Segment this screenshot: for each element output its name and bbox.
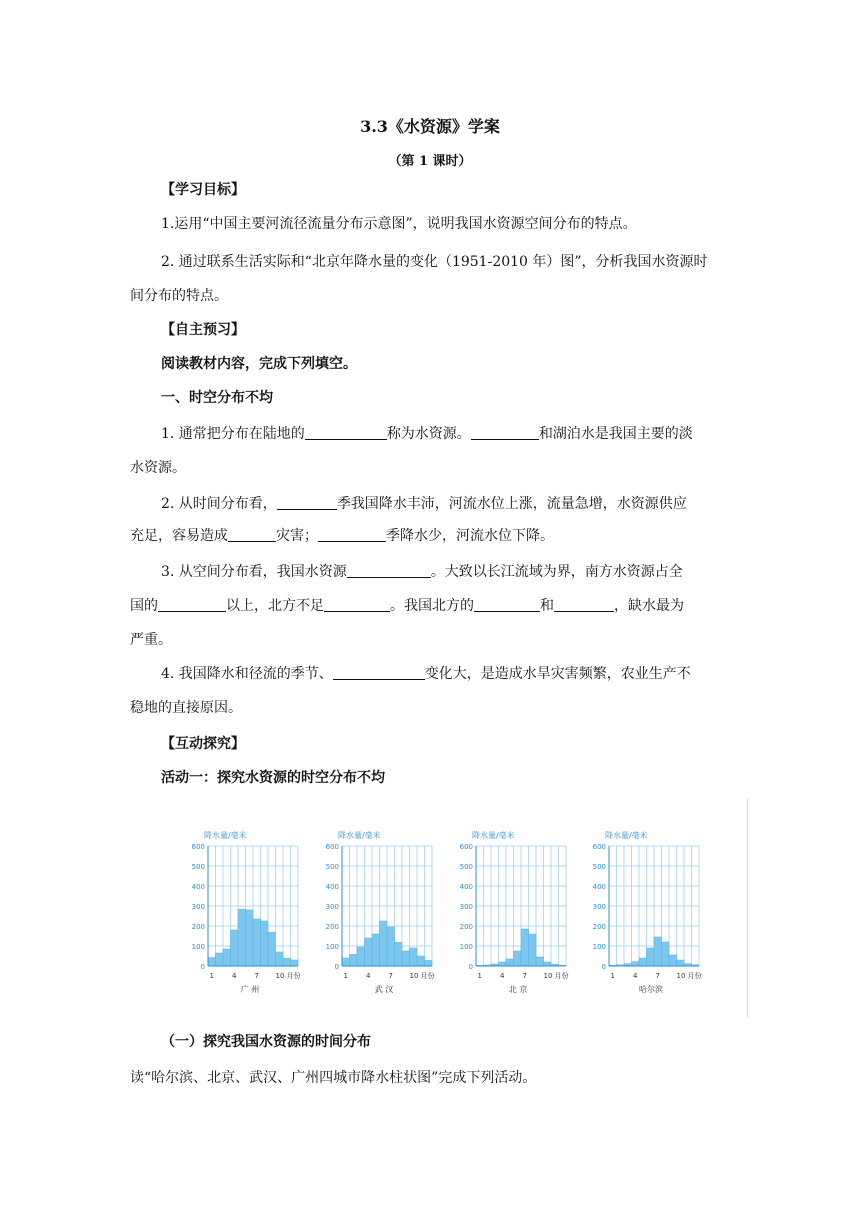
preview-instruction: 阅读教材内容，完成下列填空。 [161, 356, 357, 372]
y-tick-label: 500 [325, 863, 339, 871]
y-tick-label: 0 [200, 963, 205, 971]
q1-text-a: 1. 通常把分布在陆地的 [161, 426, 305, 442]
x-tick-label: 1 [610, 972, 615, 980]
bar-month-1 [342, 958, 350, 966]
x-tick-label: 1 [343, 972, 348, 980]
question-4-line-2: 稳地的直接原因。 [130, 700, 242, 716]
q2-text-e: 季降水少，河流水位下降。 [386, 528, 554, 544]
y-tick-label: 600 [459, 843, 473, 851]
question-2-line-2 [130, 526, 730, 546]
x-tick-label: 7 [388, 972, 393, 980]
x-tick-label: 10 月份 [543, 972, 569, 980]
q3-blank-1[interactable] [347, 563, 431, 578]
q4-text-a: 4. 我国降水和径流的季节、 [161, 666, 333, 682]
bar-month-6 [514, 951, 522, 966]
part-1-instruction: 读“哈尔滨、北京、武汉、广州四城市降水柱状图”完成下列活动。 [130, 1070, 537, 1086]
x-tick-label: 4 [633, 972, 638, 980]
bar-month-12 [425, 960, 433, 966]
bar-month-8 [261, 921, 269, 966]
q3-text-g: ，缺水最为 [614, 598, 684, 614]
y-axis-label: 降水量/毫米 [338, 831, 381, 840]
y-tick-label: 100 [191, 943, 205, 951]
bar-month-9 [402, 951, 410, 966]
bar-month-5 [372, 934, 380, 966]
y-tick-label: 200 [592, 923, 606, 931]
x-tick-label: 10 月份 [275, 972, 301, 980]
x-tick-label: 1 [477, 972, 482, 980]
q2-text-b: 季我国降水丰沛，河流水位上涨，流量急增，水资源供应 [336, 496, 687, 512]
y-tick-label: 200 [459, 923, 473, 931]
q1-blank-2[interactable] [471, 425, 539, 440]
bar-month-7 [654, 937, 662, 966]
x-tick-label: 7 [522, 972, 527, 980]
x-tick-label: 4 [232, 972, 237, 980]
q3-blank-4[interactable] [474, 597, 540, 612]
chart-2 [326, 830, 435, 994]
y-tick-label: 600 [592, 843, 606, 851]
bar-month-6 [246, 910, 254, 966]
q2-text-d: 灾害； [276, 528, 318, 544]
y-axis-label: 降水量/毫米 [472, 831, 515, 840]
q3-text-c: 国的 [130, 598, 158, 614]
bar-month-8 [662, 942, 670, 966]
chart-title: 哈尔滨 [639, 985, 663, 994]
q2-text-a: 2. 从时间分布看， [161, 496, 277, 512]
goal-1: 1.运用“中国主要河流径流量分布示意图”，说明我国水资源空间分布的特点。 [161, 216, 637, 232]
q3-blank-2[interactable] [158, 597, 226, 612]
question-3-line-3: 严重。 [130, 632, 172, 648]
goal-2-line-2: 间分布的特点。 [130, 288, 228, 304]
bar-month-2 [350, 954, 358, 966]
q3-blank-3[interactable] [324, 597, 390, 612]
x-tick-label: 1 [209, 972, 214, 980]
bar-month-12 [291, 960, 299, 966]
y-tick-label: 100 [459, 943, 473, 951]
y-tick-label: 200 [325, 923, 339, 931]
bar-month-4 [231, 930, 239, 966]
bar-month-7 [521, 929, 529, 966]
bar-month-10 [410, 948, 418, 966]
q2-blank-3[interactable] [318, 527, 386, 542]
x-tick-label: 10 月份 [676, 972, 702, 980]
y-tick-label: 400 [191, 883, 205, 891]
q3-text-d: 以上，北方不足 [226, 598, 324, 614]
y-tick-label: 400 [459, 883, 473, 891]
y-tick-label: 500 [459, 863, 473, 871]
q1-text-c: 和湖泊水是我国主要的淡 [538, 426, 693, 442]
x-tick-label: 7 [655, 972, 660, 980]
y-tick-label: 0 [334, 963, 339, 971]
y-tick-label: 0 [601, 963, 606, 971]
activity-1-heading: 活动一：探究水资源的时空分布不均 [161, 770, 385, 786]
bar-month-9 [268, 932, 276, 966]
bar-month-3 [357, 947, 365, 966]
question-3-line-1 [161, 562, 731, 582]
question-1-line-2: 水资源。 [130, 460, 186, 476]
bar-month-7 [253, 919, 261, 966]
q2-blank-1[interactable] [277, 495, 337, 510]
bar-month-6 [647, 948, 655, 966]
bar-month-11 [417, 956, 425, 966]
y-tick-label: 300 [592, 903, 606, 911]
bar-month-4 [365, 938, 373, 966]
part-1-heading: （一）探究我国水资源的时间分布 [161, 1034, 371, 1050]
y-tick-label: 100 [325, 943, 339, 951]
q3-text-a: 3. 从空间分布看，我国水资源 [161, 564, 347, 580]
bar-month-10 [276, 952, 284, 966]
question-4-line-1 [161, 664, 731, 684]
chart-4 [593, 830, 702, 994]
bar-month-4 [499, 962, 507, 966]
bar-month-9 [669, 955, 677, 966]
preview-heading: 【自主预习】 [161, 322, 245, 338]
y-tick-label: 300 [191, 903, 205, 911]
bar-month-9 [536, 957, 544, 966]
y-tick-label: 300 [459, 903, 473, 911]
y-tick-label: 0 [468, 963, 473, 971]
q3-text-e: 。我国北方的 [390, 598, 474, 614]
x-tick-label: 7 [254, 972, 259, 980]
question-2-line-1 [161, 494, 731, 514]
y-tick-label: 100 [592, 943, 606, 951]
chart-title: 北 京 [508, 985, 528, 994]
y-tick-label: 500 [191, 863, 205, 871]
doc-title: 3.3《水资源》学案 [360, 117, 500, 136]
q3-text-f: 和 [540, 598, 554, 614]
x-tick-label: 4 [500, 972, 505, 980]
q1-text-b: 称为水资源。 [386, 426, 471, 442]
y-tick-label: 200 [191, 923, 205, 931]
chart-1 [192, 830, 301, 994]
y-tick-label: 400 [592, 883, 606, 891]
bar-month-5 [506, 959, 514, 966]
bar-month-4 [632, 962, 640, 966]
y-axis-label: 降水量/毫米 [204, 831, 247, 840]
q3-blank-5[interactable] [554, 597, 614, 612]
question-1-line-1 [161, 424, 731, 444]
bar-month-10 [544, 962, 552, 966]
x-tick-label: 10 月份 [409, 972, 435, 980]
chart-title: 广 州 [240, 985, 260, 994]
section-1-heading: 一、时空分布不均 [161, 390, 273, 406]
bar-month-5 [238, 909, 246, 966]
y-tick-label: 500 [592, 863, 606, 871]
bar-month-11 [283, 958, 291, 966]
q4-text-b: 变化大，是造成水旱灾害频繁，农业生产不 [424, 666, 691, 682]
figure-border [747, 798, 748, 1018]
y-tick-label: 600 [191, 843, 205, 851]
bar-month-5 [639, 958, 647, 966]
goal-2-line-1: 2. 通过联系生活实际和“北京年降水量的变化（1951-2010 年）图”，分析我国水资源时 [161, 254, 708, 270]
bar-month-10 [677, 960, 685, 966]
y-tick-label: 300 [325, 903, 339, 911]
bar-month-6 [380, 921, 388, 966]
q4-blank-1[interactable] [333, 665, 425, 680]
q1-blank-1[interactable] [305, 425, 387, 440]
y-tick-label: 400 [325, 883, 339, 891]
q2-blank-2[interactable] [228, 527, 276, 542]
q3-text-b: 。大致以长江流域为界，南方水资源占全 [430, 564, 683, 580]
chart-3 [460, 830, 569, 994]
y-tick-label: 600 [325, 843, 339, 851]
precipitation-charts [191, 826, 738, 996]
question-3-line-2 [130, 596, 730, 616]
bar-month-7 [387, 927, 395, 966]
chart-title: 武 汉 [374, 985, 394, 994]
bar-month-1 [208, 958, 216, 966]
goals-heading: 【学习目标】 [161, 182, 245, 198]
bar-month-2 [216, 953, 224, 966]
bar-month-8 [529, 934, 537, 966]
x-tick-label: 4 [366, 972, 371, 980]
q2-text-c: 充足，容易造成 [130, 528, 228, 544]
explore-heading: 【互动探究】 [161, 736, 245, 752]
bar-month-8 [395, 942, 403, 966]
bar-month-3 [223, 949, 231, 966]
y-axis-label: 降水量/毫米 [605, 831, 648, 840]
doc-subtitle: （第 1 课时） [388, 154, 472, 169]
